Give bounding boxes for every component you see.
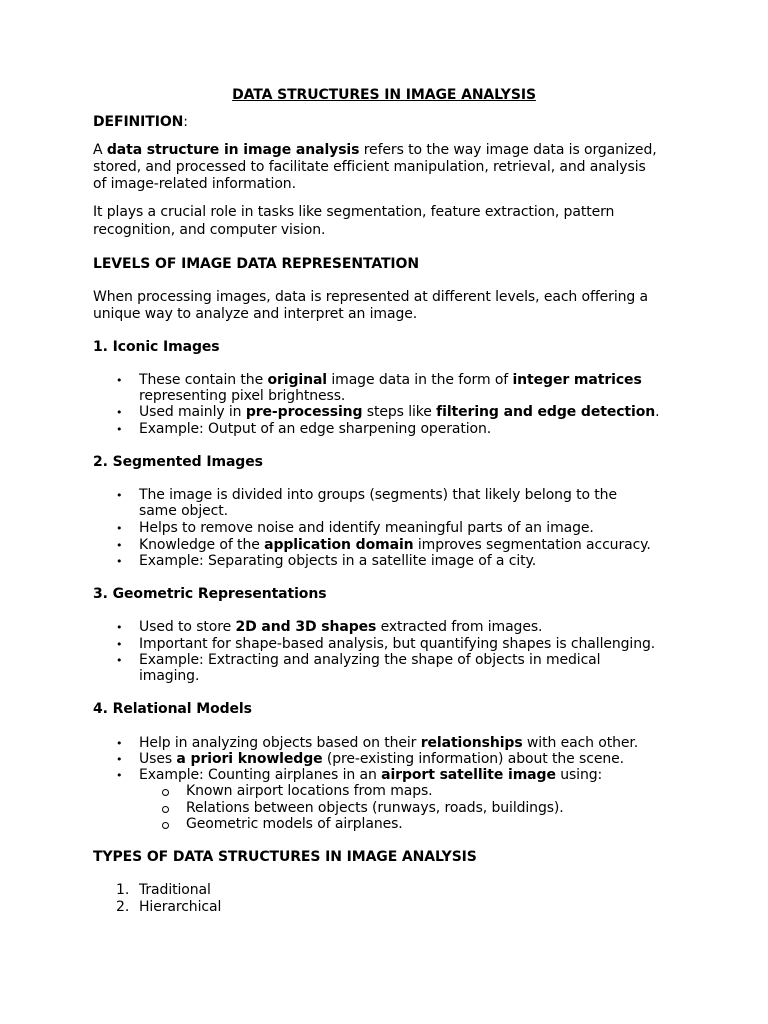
bold-term: application domain: [264, 537, 414, 553]
sub-bullet-marker: [162, 822, 169, 829]
list-item: [139, 767, 602, 784]
text-span: Uses: [139, 751, 177, 767]
bullet-marker: •: [116, 621, 123, 634]
bold-term: original: [267, 372, 328, 388]
definition-term: data structure in image analysis: [106, 142, 360, 158]
sub-bullet-marker: [162, 789, 169, 796]
list-item: The image is divided into groups (segments) that likely belong to the: [139, 487, 617, 503]
document-title: DATA STRUCTURES IN IMAGE ANALYSIS: [232, 87, 536, 103]
relational-heading: 4. Relational Models: [93, 701, 252, 717]
bullet-marker: •: [116, 423, 123, 436]
text-span: These contain the: [139, 372, 268, 388]
sub-list-item: Relations between objects (runways, roads, buildings).: [186, 800, 564, 816]
bold-term: filtering and edge detection: [436, 404, 656, 420]
list-item: [139, 619, 542, 636]
text-span: using:: [555, 767, 603, 783]
list-item: Example: Extracting and analyzing the shape of objects in medical: [139, 652, 601, 668]
sub-bullet-marker: [162, 806, 169, 813]
bullet-marker: •: [116, 406, 123, 419]
list-item: [139, 751, 624, 768]
role-paragraph-line: It plays a crucial role in tasks like segmentation, feature extraction, pattern: [93, 204, 615, 220]
bold-term: pre-processing: [245, 404, 363, 420]
text-span: extracted from images.: [376, 619, 543, 635]
list-item: [139, 537, 651, 554]
text-span: Used to store: [139, 619, 236, 635]
bullet-marker: •: [116, 638, 123, 651]
text-span: Knowledge of the: [139, 537, 265, 553]
sub-list-item: Known airport locations from maps.: [186, 783, 433, 799]
list-number: 1.: [116, 882, 130, 898]
list-item: [139, 404, 659, 421]
iconic-heading: 1. Iconic Images: [93, 339, 220, 355]
levels-intro-line: When processing images, data is represented at different levels, each offering a: [93, 289, 649, 305]
bold-term: a priori knowledge: [176, 751, 323, 767]
geometric-heading: 3. Geometric Representations: [93, 586, 327, 602]
text-span: (pre-existing information) about the scene.: [322, 751, 624, 767]
definition-paragraph-line: of image-related information.: [93, 176, 296, 192]
bullet-marker: •: [116, 522, 123, 535]
list-item-continuation: imaging.: [139, 668, 200, 684]
list-item: Helps to remove noise and identify meaningful parts of an image.: [139, 520, 594, 536]
definition-paragraph-line: stored, and processed to facilitate efficient manipulation, retrieval, and analysis: [93, 159, 646, 175]
list-item: Example: Output of an edge sharpening operation.: [139, 421, 492, 437]
list-item: Example: Separating objects in a satellite image of a city.: [139, 553, 537, 569]
levels-intro-line: unique way to analyze and interpret an image.: [93, 306, 418, 322]
numbered-list-item: Hierarchical: [139, 899, 222, 915]
bold-term: integer matrices: [512, 372, 642, 388]
list-item: [139, 735, 638, 752]
bold-term: relationships: [420, 735, 523, 751]
text-span: with each other.: [522, 735, 639, 751]
definition-heading-colon: :: [183, 114, 188, 130]
levels-heading: LEVELS OF IMAGE DATA REPRESENTATION: [93, 256, 419, 272]
text-span: Used mainly in: [139, 404, 246, 420]
list-item: Important for shape-based analysis, but quantifying shapes is challenging.: [139, 636, 656, 652]
bold-term: 2D and 3D shapes: [235, 619, 377, 635]
bullet-marker: •: [116, 374, 123, 387]
bullet-marker: •: [116, 539, 123, 552]
list-item-continuation: representing pixel brightness.: [139, 388, 346, 404]
bullet-marker: •: [116, 654, 123, 667]
text-span: image data in the form of: [327, 372, 513, 388]
definition-heading: [93, 114, 188, 131]
bold-term: airport satellite image: [381, 767, 556, 783]
bullet-marker: •: [116, 753, 123, 766]
segmented-heading: 2. Segmented Images: [93, 454, 263, 470]
bullet-marker: •: [116, 555, 123, 568]
list-item: [139, 372, 642, 389]
text-span: .: [655, 404, 660, 420]
sub-list-item: Geometric models of airplanes.: [186, 816, 403, 832]
list-number: 2.: [116, 899, 130, 915]
definition-heading-text: DEFINITION: [93, 114, 184, 130]
text-span: Help in analyzing objects based on their: [139, 735, 421, 751]
list-item-continuation: same object.: [139, 503, 228, 519]
numbered-list-item: Traditional: [139, 882, 211, 898]
text-span: A: [93, 142, 107, 158]
bullet-marker: •: [116, 737, 123, 750]
definition-paragraph-line: [93, 142, 657, 159]
bullet-marker: •: [116, 769, 123, 782]
role-paragraph-line: recognition, and computer vision.: [93, 222, 326, 238]
text-span: improves segmentation accuracy.: [413, 537, 651, 553]
text-span: steps like: [362, 404, 437, 420]
bullet-marker: •: [116, 489, 123, 502]
types-heading: TYPES OF DATA STRUCTURES IN IMAGE ANALYSIS: [93, 849, 477, 865]
text-span: refers to the way image data is organized,: [359, 142, 657, 158]
text-span: Example: Counting airplanes in an: [139, 767, 382, 783]
